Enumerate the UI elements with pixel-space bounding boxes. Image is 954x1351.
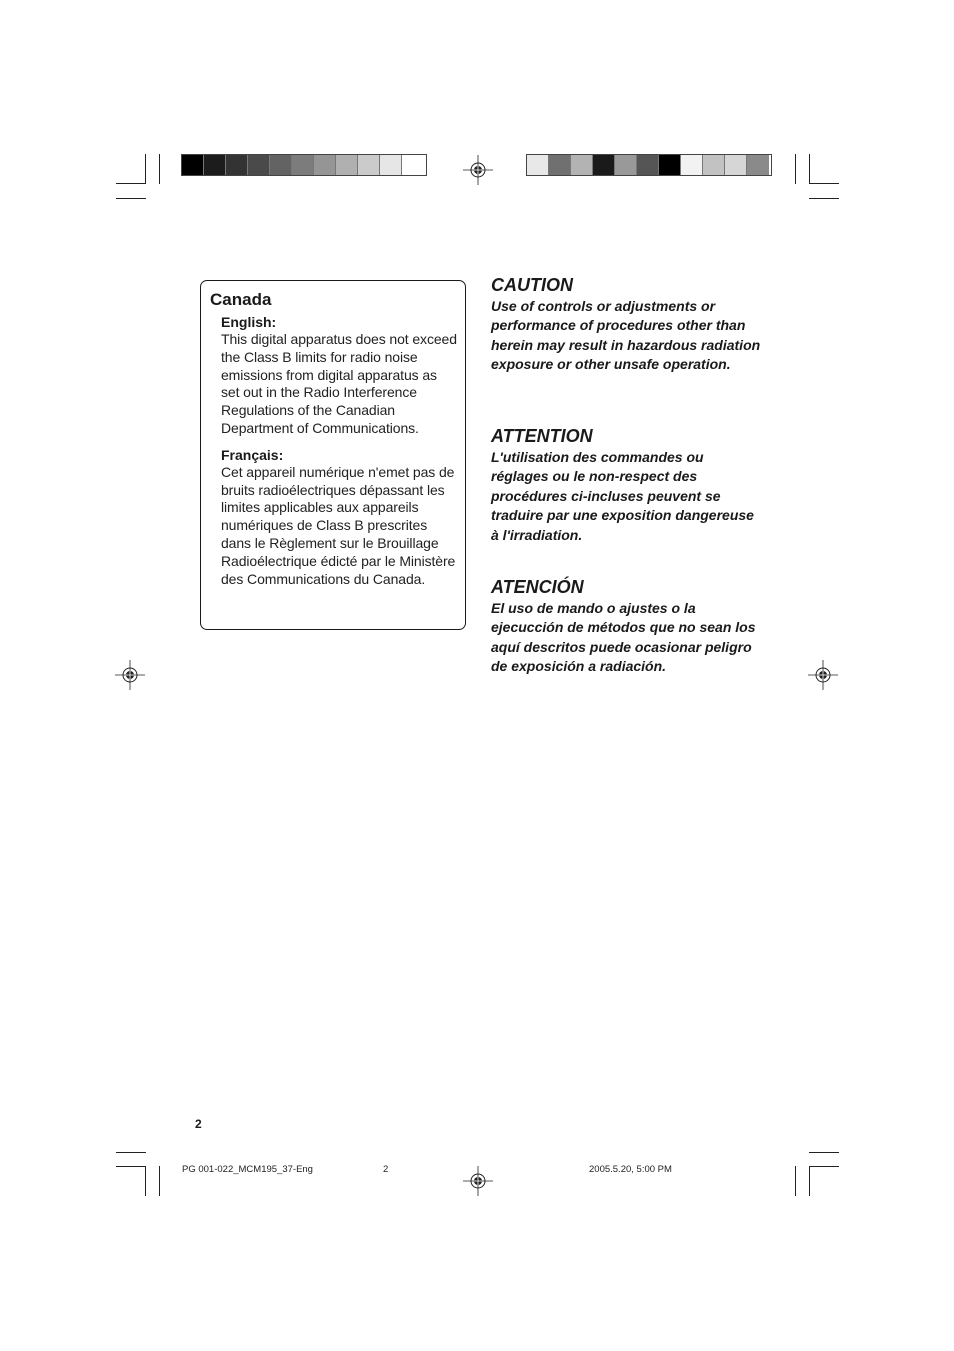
english-block: [221, 313, 457, 438]
crop-mark: [809, 154, 810, 184]
registration-mark-icon: [463, 155, 493, 185]
atencion-text: El uso de mando o ajustes o la ejecucción de métodos que no sean los aquí descritos puede ocasionar peligro de exposición a radiación.: [491, 600, 756, 675]
color-bar-right: [526, 154, 772, 176]
color-swatch: [747, 155, 769, 175]
attention-text: L'utilisation des commandes ou réglages ou le non-respect des procédures ci-incluses peuvent se traduire par une exposition dangereuse à l'irradiation.: [491, 449, 754, 543]
crop-mark: [159, 154, 160, 184]
caution-section: [491, 274, 761, 375]
color-swatch: [615, 155, 637, 175]
crop-mark: [116, 183, 146, 184]
registration-mark-icon: [808, 660, 838, 690]
english-heading: English:: [221, 314, 277, 330]
page-number: 2: [195, 1117, 202, 1131]
french-heading: Français:: [221, 446, 284, 463]
crop-mark: [795, 154, 796, 184]
color-swatch: [681, 155, 703, 175]
crop-mark: [809, 183, 839, 184]
slug-date: 2005.5.20, 5:00 PM: [589, 1164, 672, 1175]
color-bar-left: [181, 154, 427, 176]
crop-mark: [809, 1152, 839, 1153]
canada-title: Canada: [210, 290, 272, 309]
crop-mark: [145, 154, 146, 184]
crop-mark: [145, 1166, 146, 1196]
slug-page: 2: [383, 1164, 389, 1175]
color-swatch: [204, 155, 226, 175]
crop-mark: [795, 1166, 796, 1196]
caution-text: Use of controls or adjustments or performance of procedures other than herein may result in hazardous radiation exposure or other unsafe operation.: [491, 298, 761, 373]
slug-file: PG 001-022_MCM195_37-Eng: [182, 1164, 313, 1175]
color-swatch: [292, 155, 314, 175]
crop-mark: [809, 1166, 839, 1167]
crop-mark: [116, 1166, 146, 1167]
color-swatch: [571, 155, 593, 175]
color-swatch: [336, 155, 358, 175]
crop-mark: [116, 198, 146, 199]
attention-title: ATTENTION: [491, 426, 593, 446]
color-swatch: [358, 155, 380, 175]
color-swatch: [314, 155, 336, 175]
color-swatch: [593, 155, 615, 175]
color-swatch: [527, 155, 549, 175]
color-swatch: [226, 155, 248, 175]
registration-mark-icon: [115, 660, 145, 690]
color-swatch: [182, 155, 204, 175]
crop-mark: [159, 1166, 160, 1196]
color-swatch: [549, 155, 571, 175]
registration-mark-icon: [463, 1166, 493, 1196]
crop-mark: [809, 198, 839, 199]
english-text: This digital apparatus does not exceed the Class B limits for radio noise emissions from digital apparatus as set out in the Radio Interference Regulations of the Canadian Department of Communications.: [221, 331, 457, 436]
color-swatch: [380, 155, 402, 175]
color-swatch: [402, 155, 424, 175]
attention-section: [491, 425, 761, 545]
caution-title: CAUTION: [491, 275, 573, 295]
color-swatch: [659, 155, 681, 175]
french-block: [221, 446, 457, 589]
french-text: Cet appareil numérique n'emet pas de bruits radioélectriques dépassant les limites applicables aux appareils numériques de Class B prescrites dans le Règlement sur le Brouillage Radioélectrique édicté par le Ministère des Communications du Canada.: [221, 463, 456, 587]
crop-mark: [116, 1152, 146, 1153]
color-swatch: [725, 155, 747, 175]
color-swatch: [637, 155, 659, 175]
color-swatch: [703, 155, 725, 175]
atencion-section: [491, 576, 761, 677]
color-swatch: [248, 155, 270, 175]
atencion-title: ATENCIÓN: [491, 577, 584, 597]
color-swatch: [270, 155, 292, 175]
crop-mark: [809, 1166, 810, 1196]
canada-notice-box: [200, 280, 466, 630]
